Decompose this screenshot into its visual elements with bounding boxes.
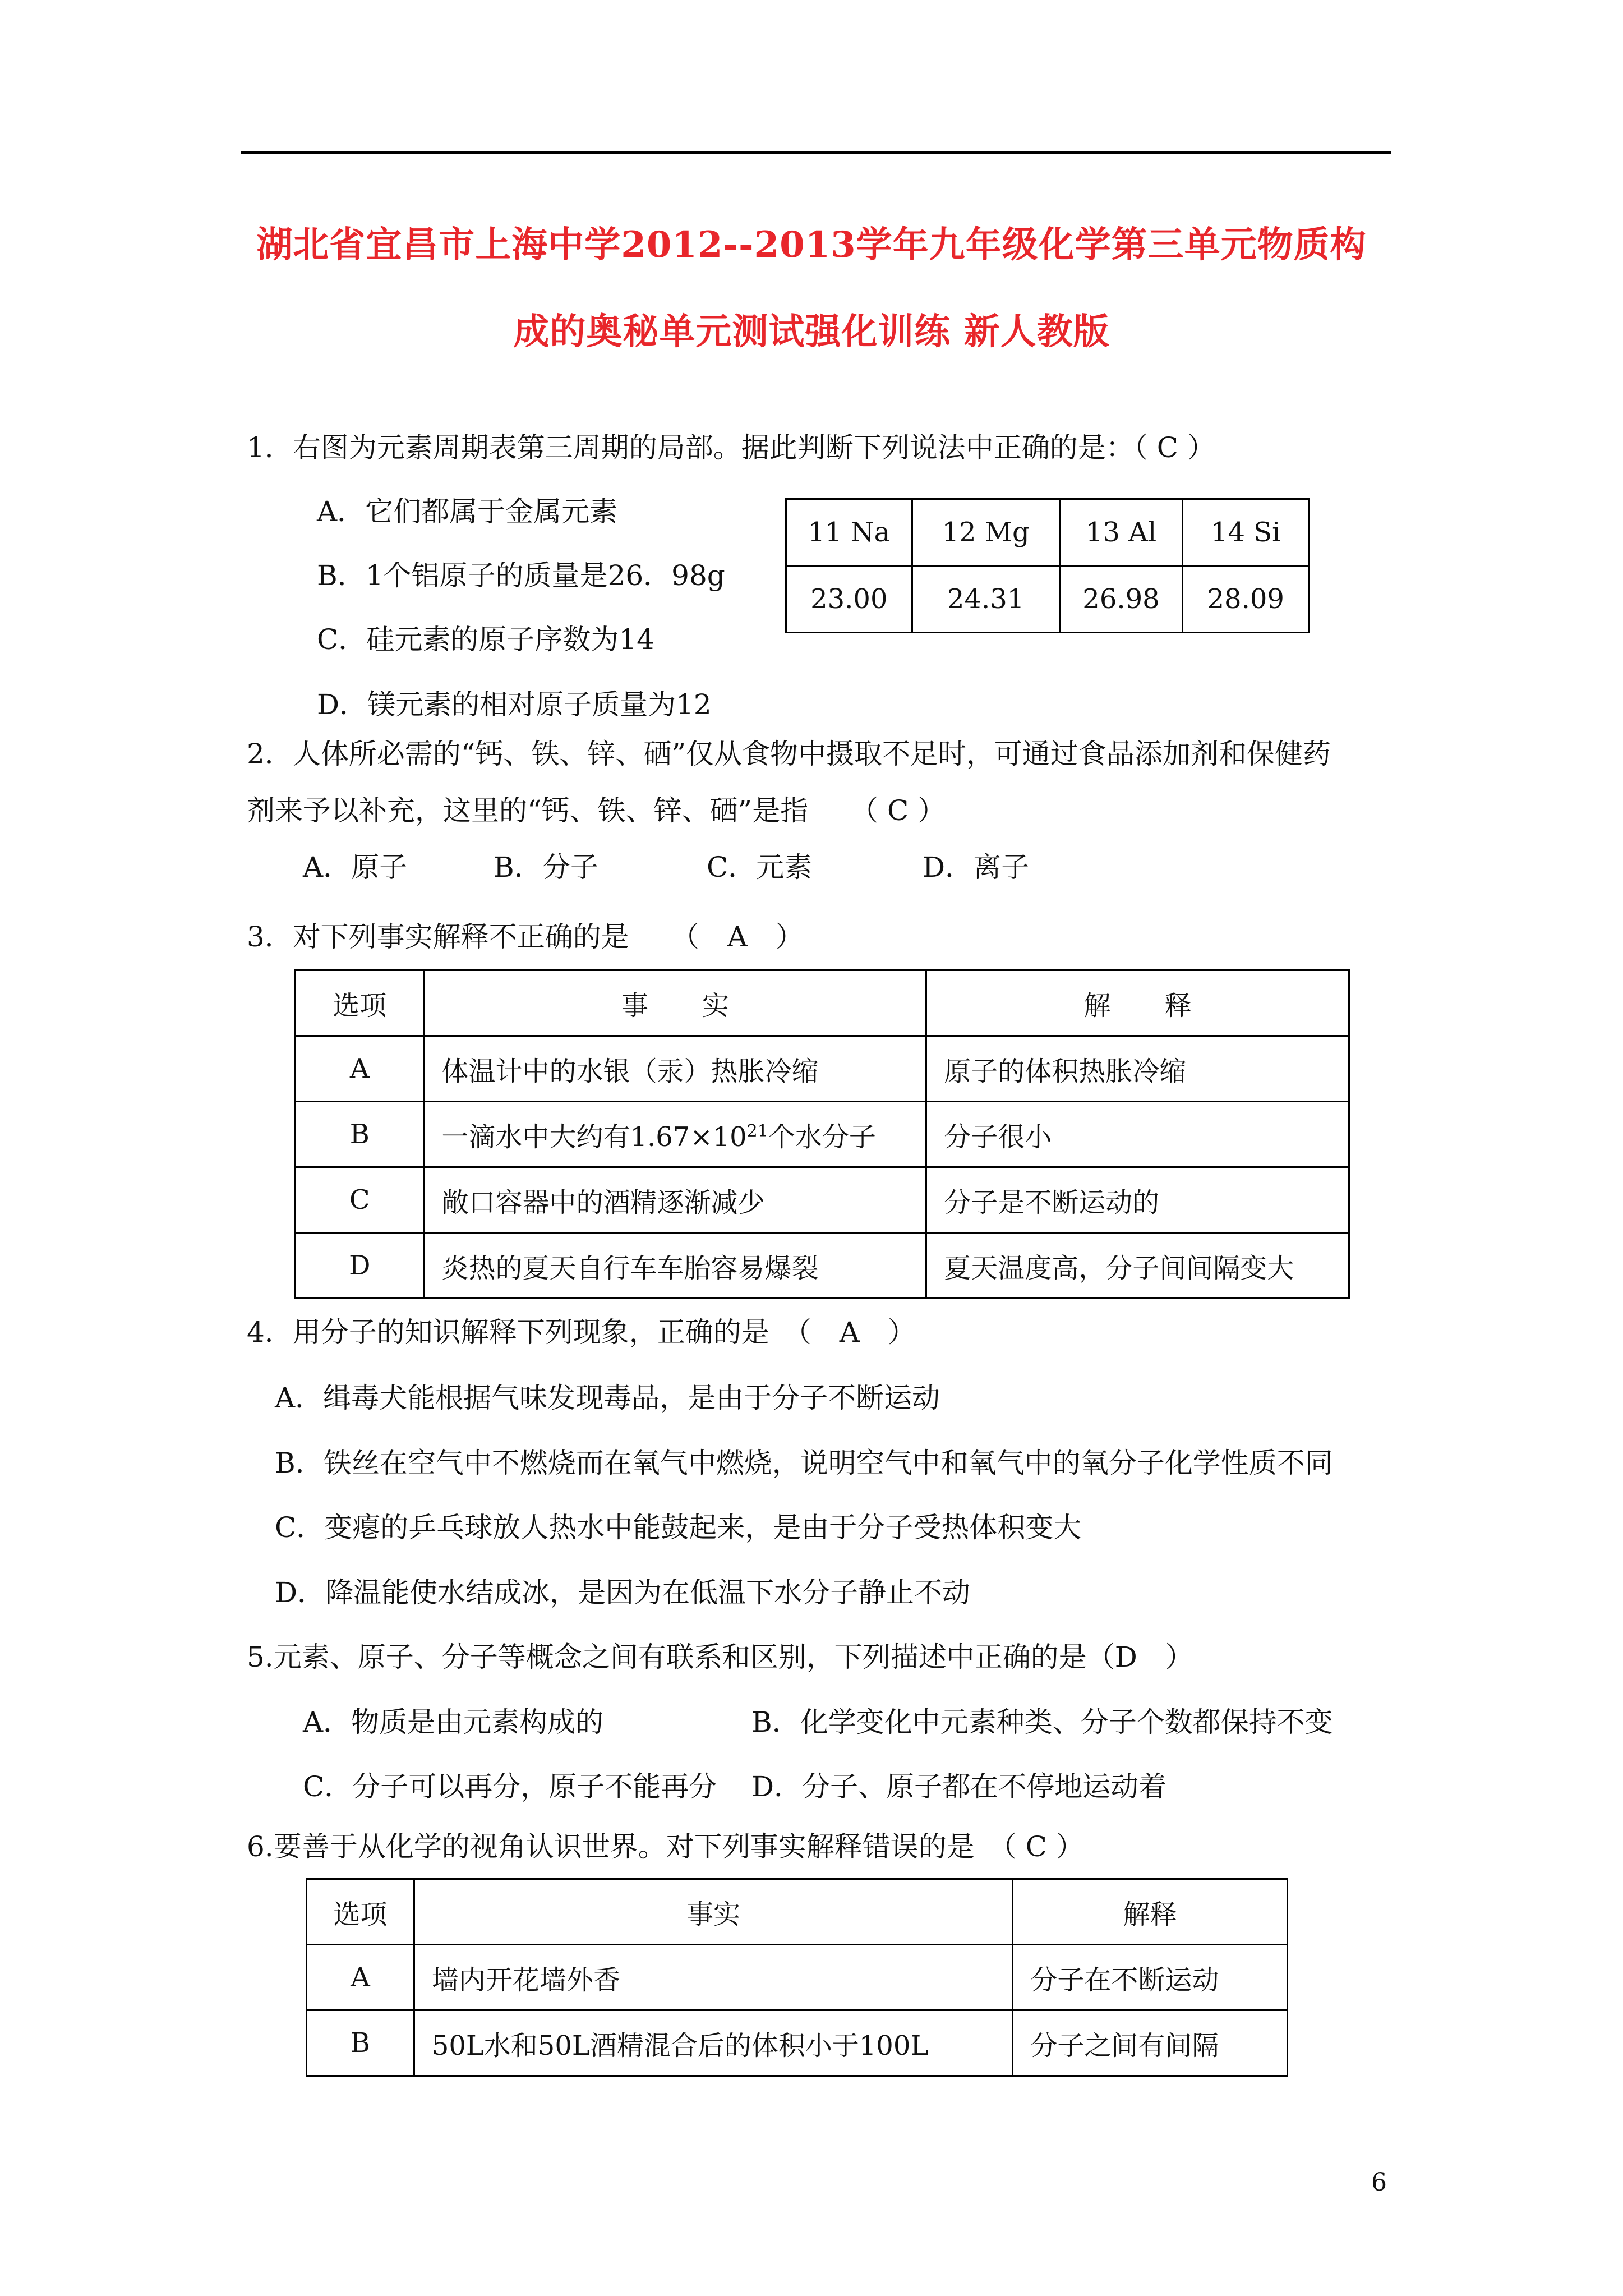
q2-option-c: C．元素 xyxy=(707,851,813,884)
q3-row-c-explain: 分子是不断运动的 xyxy=(926,1167,1349,1233)
element-cell-al-label: 13 Al xyxy=(1059,499,1183,566)
q4-option-a: A．缉毒犬能根据气味发现毒品，是由于分子不断运动 xyxy=(275,1382,940,1414)
q3-row-d-fact: 炎热的夏天自行车车胎容易爆裂 xyxy=(424,1233,926,1299)
q1-option-b: B．1个铝原子的质量是26．98g xyxy=(317,559,725,592)
q1-option-d: D．镁元素的相对原子质量为12 xyxy=(317,688,712,721)
q3-header-option: 选项 xyxy=(296,970,424,1036)
q5-option-d: D．分子、原子都在不停地运动着 xyxy=(751,1770,1167,1803)
q3-row-b-option: B xyxy=(296,1102,424,1167)
element-cell-mg-label: 12 Mg xyxy=(912,499,1059,566)
q3-row-d-option: D xyxy=(296,1233,424,1299)
q3-row-d-explain: 夏天温度高，分子间间隔变大 xyxy=(926,1233,1349,1299)
q2-option-d: D．离子 xyxy=(923,851,1030,884)
q5-option-c: C．分子可以再分，原子不能再分 xyxy=(303,1770,717,1803)
q2-stem-line2: 剂来予以补充，这里的“钙、铁、锌、硒”是指 （ C ） xyxy=(247,794,946,827)
q4-stem: 4．用分子的知识解释下列现象，正确的是 （ A ） xyxy=(247,1316,916,1349)
q3-row-b-fact-post: 个水分子 xyxy=(768,1121,876,1153)
table-row xyxy=(307,1945,1288,2010)
q6-row-b-explain: 分子之间有间隔 xyxy=(1013,2010,1288,2076)
element-cell-si-label: 14 Si xyxy=(1183,499,1309,566)
q6-row-a-fact: 墙内开花墙外香 xyxy=(414,1945,1013,2010)
q6-stem: 6.要善于从化学的视角认识世界。对下列事实解释错误的是 （ C ） xyxy=(247,1830,1084,1863)
q6-row-a-option: A xyxy=(307,1945,414,2010)
q2-option-a: A．原子 xyxy=(303,851,408,884)
page-number: 6 xyxy=(1371,2168,1387,2197)
q5-stem: 5.元素、原子、分子等概念之间有联系和区别，下列描述中正确的是（D ） xyxy=(247,1641,1193,1673)
q2-option-b: B．分子 xyxy=(494,851,598,884)
q3-header-explain: 解 释 xyxy=(926,970,1349,1036)
q3-row-b-fact-exponent: 21 xyxy=(746,1121,768,1141)
q4-option-b: B．铁丝在空气中不燃烧而在氧气中燃烧，说明空气中和氧气中的氧分子化学性质不同 xyxy=(275,1447,1333,1479)
q5-option-a: A．物质是由元素构成的 xyxy=(303,1706,604,1738)
q5-option-b: B．化学变化中元素种类、分子个数都保持不变 xyxy=(751,1706,1333,1738)
q1-option-a: A．它们都属于金属元素 xyxy=(317,495,618,528)
q3-row-c-option: C xyxy=(296,1167,424,1233)
q6-header-explain: 解释 xyxy=(1013,1879,1288,1945)
element-cell-si-mass: 28.09 xyxy=(1183,566,1309,633)
q3-stem: 3．对下列事实解释不正确的是 （ A ） xyxy=(247,921,804,953)
q3-row-a-explain: 原子的体积热胀冷缩 xyxy=(926,1036,1349,1102)
table-row xyxy=(296,1102,1349,1167)
q3-row-b-fact xyxy=(424,1102,926,1167)
q3-row-b-explain: 分子很小 xyxy=(926,1102,1349,1167)
table-row xyxy=(307,2010,1288,2076)
q4-option-d: D．降温能使水结成冰，是因为在低温下水分子静止不动 xyxy=(275,1576,971,1609)
periodic-table-fragment xyxy=(785,498,1310,633)
table-row xyxy=(296,1233,1349,1299)
document-title-line1: 湖北省宜昌市上海中学2012--2013学年九年级化学第三单元物质构 xyxy=(256,224,1367,266)
q2-stem-line1: 2．人体所必需的“钙、铁、锌、硒”仅从食物中摄取不足时，可通过食品添加剂和保健药 xyxy=(247,738,1331,770)
q4-option-c: C．变瘪的乒乓球放人热水中能鼓起来，是由于分子受热体积变大 xyxy=(275,1511,1082,1544)
table-row xyxy=(296,1167,1349,1233)
q1-option-c: C．硅元素的原子序数为14 xyxy=(317,623,654,656)
q6-row-a-explain: 分子在不断运动 xyxy=(1013,1945,1288,2010)
header-rule xyxy=(241,151,1391,154)
q3-row-c-fact: 敞口容器中的酒精逐渐减少 xyxy=(424,1167,926,1233)
q3-row-b-fact-pre: 一滴水中大约有1.67×10 xyxy=(441,1121,747,1153)
table-row xyxy=(296,1036,1349,1102)
element-cell-al-mass: 26.98 xyxy=(1059,566,1183,633)
q3-row-a-fact: 体温计中的水银（汞）热胀冷缩 xyxy=(424,1036,926,1102)
q1-stem: 1．右图为元素周期表第三周期的局部。据此判断下列说法中正确的是：（ C ） xyxy=(247,431,1215,464)
document-title-line2: 成的奥秘单元测试强化训练 新人教版 xyxy=(513,311,1110,353)
q6-table xyxy=(306,1878,1288,2077)
q6-row-b-fact: 50L水和50L酒精混合后的体积小于100L xyxy=(414,2010,1013,2076)
element-cell-na-mass: 23.00 xyxy=(786,566,912,633)
element-cell-mg-mass: 24.31 xyxy=(912,566,1059,633)
q6-header-fact: 事实 xyxy=(414,1879,1013,1945)
q3-header-fact: 事 实 xyxy=(424,970,926,1036)
element-cell-na-label: 11 Na xyxy=(786,499,912,566)
q3-table xyxy=(294,969,1350,1299)
q3-row-a-option: A xyxy=(296,1036,424,1102)
q6-header-option: 选项 xyxy=(307,1879,414,1945)
q6-row-b-option: B xyxy=(307,2010,414,2076)
